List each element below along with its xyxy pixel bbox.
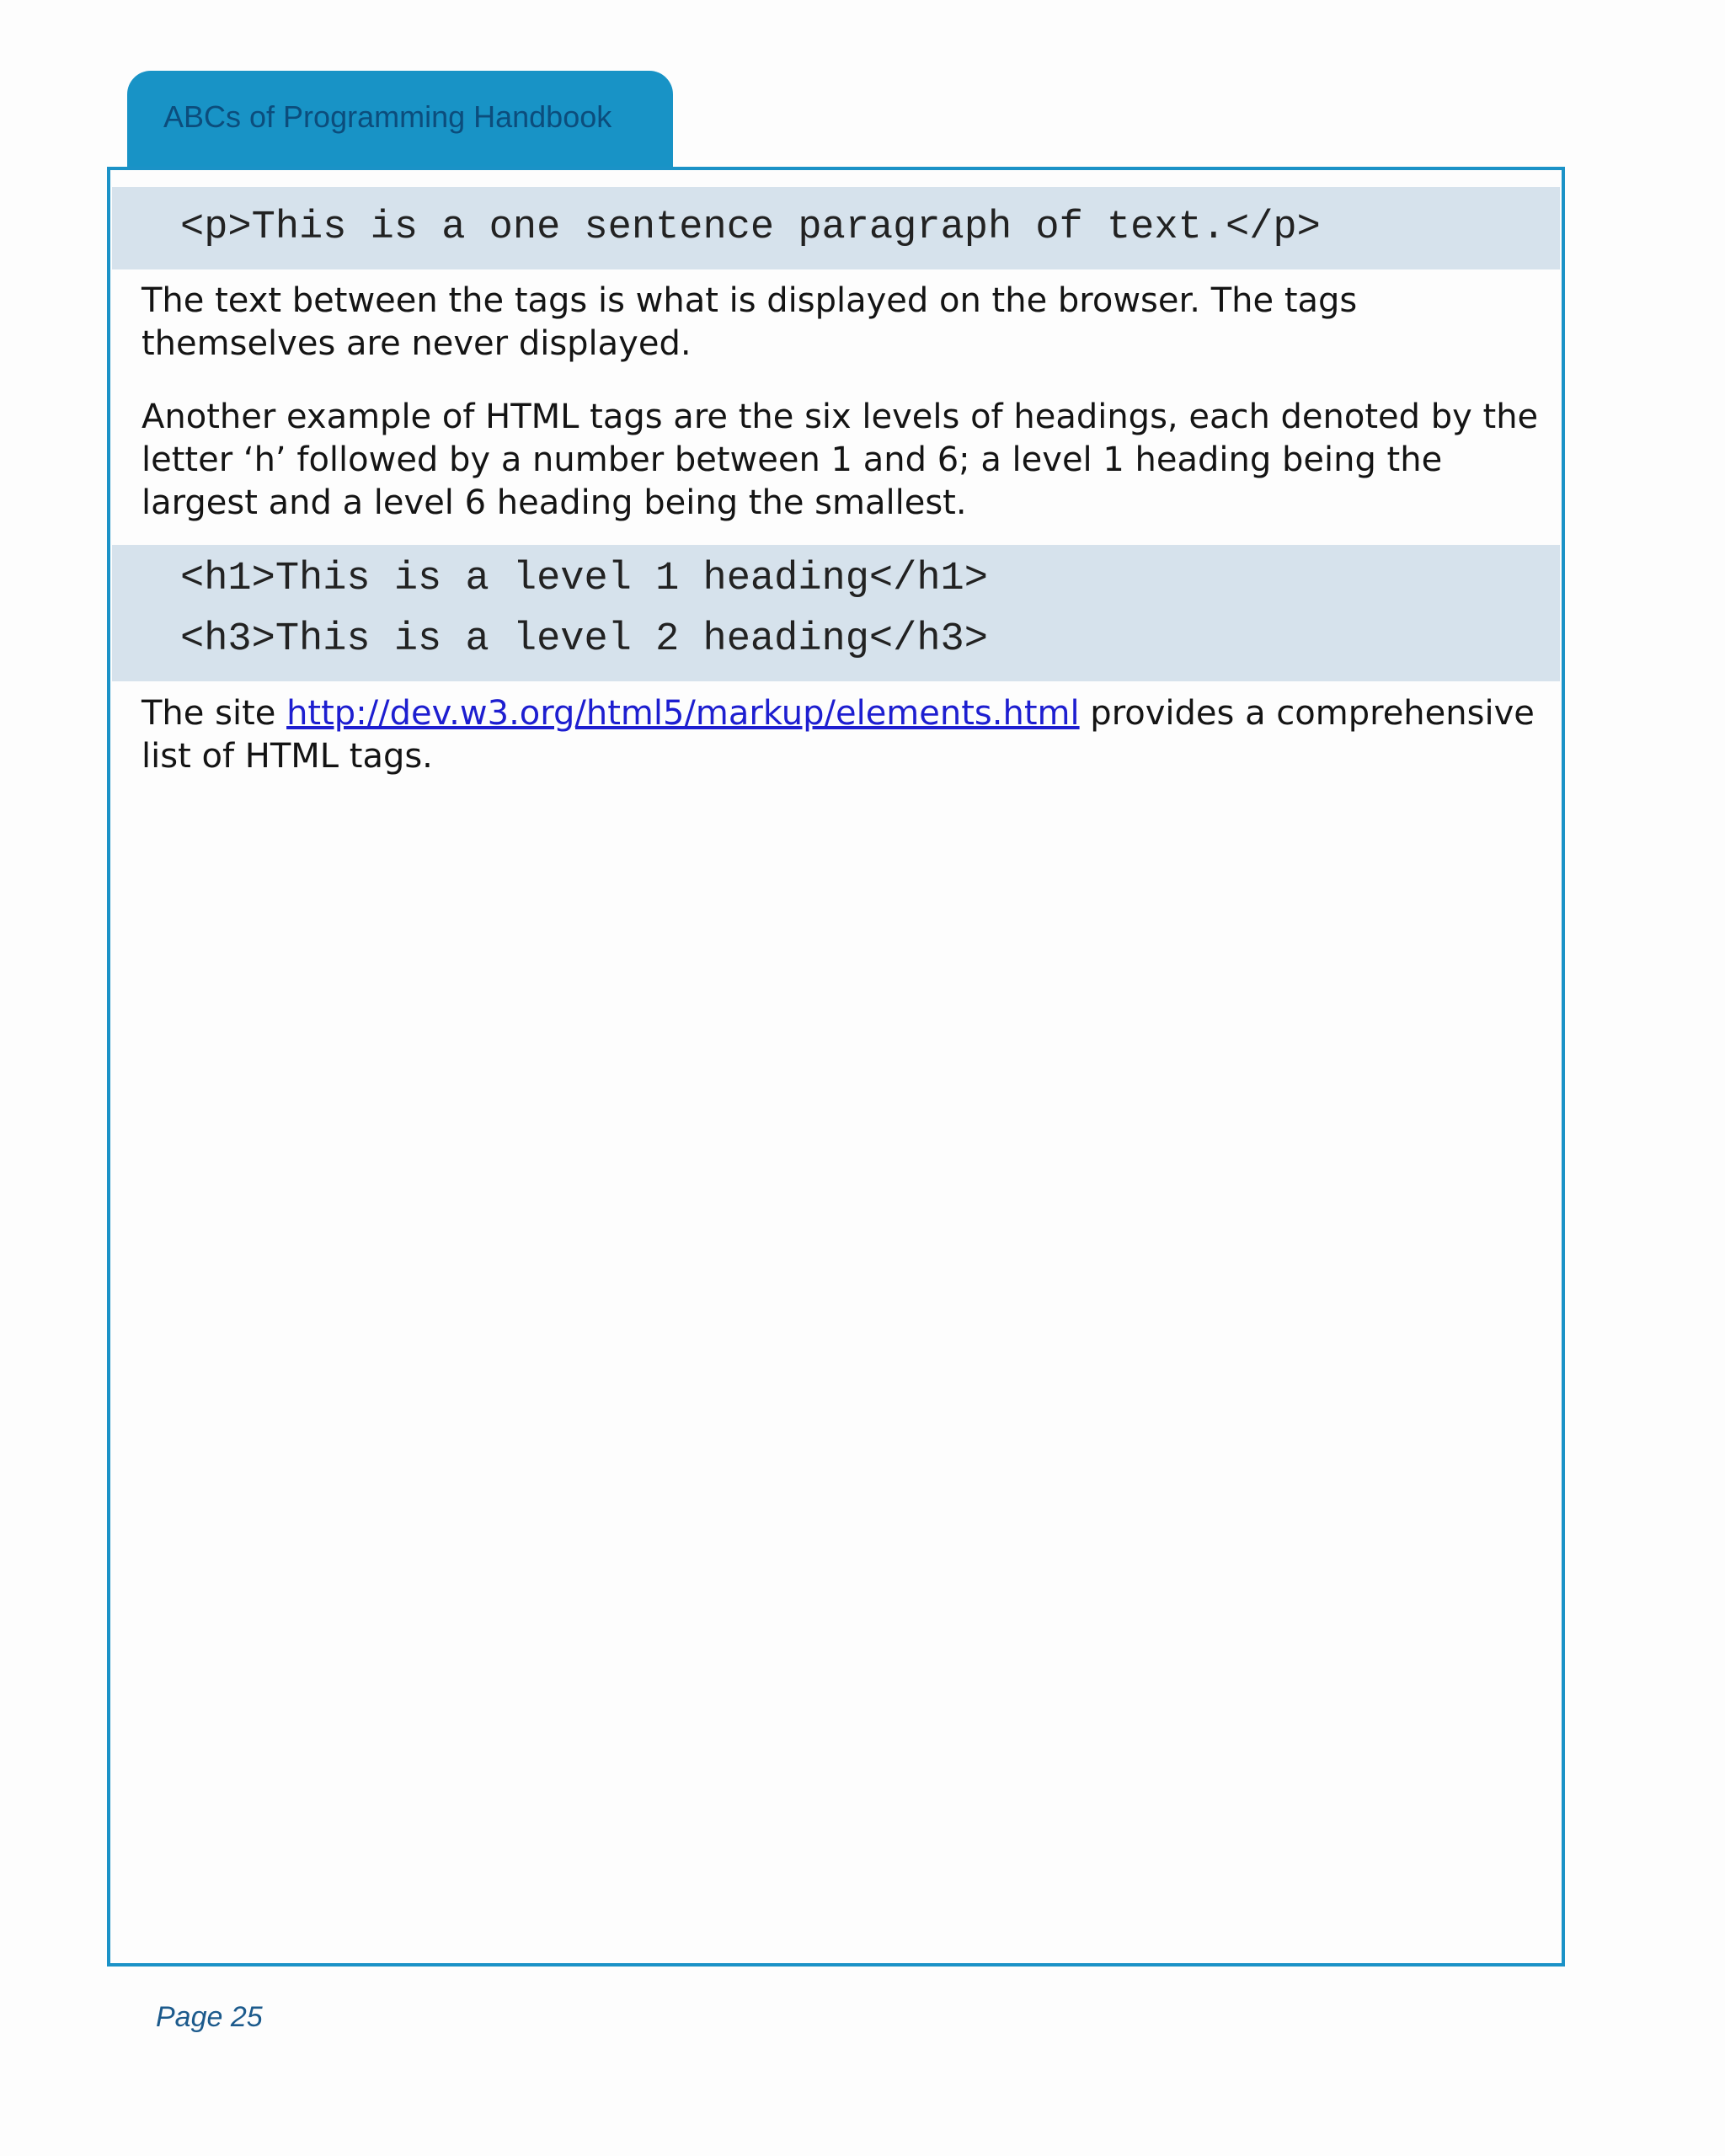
page-number: Page 25 bbox=[156, 2001, 263, 2033]
paragraph-heading-levels: Another example of HTML tags are the six levels of headings, each denoted by the letter ‘h’ followed by a number between 1 and 6; a level 1 heading being the largest and a level 6 heading being the smallest. bbox=[142, 398, 1539, 522]
paragraph-reference-link bbox=[142, 692, 1540, 778]
code-line: <h3>This is a level 2 heading</h3> bbox=[180, 617, 988, 662]
code-block-paragraph-example bbox=[112, 187, 1560, 270]
html-elements-link[interactable]: http://dev.w3.org/html5/markup/elements.html bbox=[286, 694, 1080, 733]
code-line: <p>This is a one sentence paragraph of text.</p> bbox=[180, 205, 1321, 250]
handbook-title: ABCs of Programming Handbook bbox=[163, 99, 612, 134]
content-frame bbox=[107, 167, 1565, 1967]
reference-text-before: The site bbox=[142, 694, 287, 733]
reference-text-after: provides a comprehensive list of HTML tags. bbox=[142, 694, 1535, 776]
header-tab bbox=[127, 71, 673, 170]
code-line: <h1>This is a level 1 heading</h1> bbox=[180, 557, 988, 601]
code-block-heading-example bbox=[112, 545, 1560, 681]
paragraph-tags-display: The text between the tags is what is displayed on the browser. The tags themselves are never displayed. bbox=[142, 281, 1358, 363]
